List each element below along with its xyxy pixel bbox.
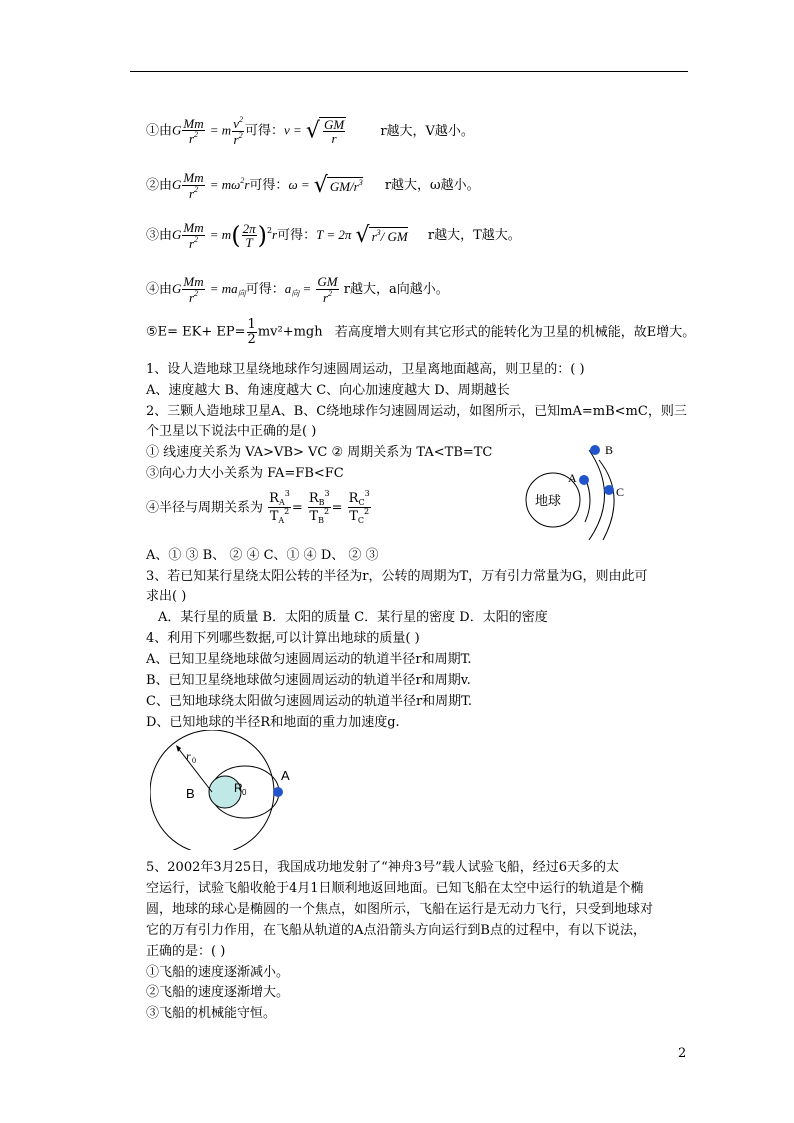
q3-stem-2: 求出( ) — [146, 589, 187, 604]
label-a: A — [568, 471, 577, 485]
elliptical-orbit-diagram — [150, 730, 295, 850]
orbit-c — [599, 460, 614, 540]
formula-5: ⑤E= EK+ EP= $\frac{1}{2}$ mv²+mgh 若高度增大则有其它形式的能转化为卫星的机械能，故E增大。 — [146, 317, 696, 347]
label-R: R — [234, 781, 243, 795]
q2-options: A、① ③ B、 ② ④ C、① ④ D、 ② ③ — [146, 548, 379, 563]
q5-line-3: 圆，地球的球心是椭圆的一个焦点，如图所示，飞船在运行是无动力飞行，只受到地球对 — [146, 902, 654, 917]
satellite-diagram — [515, 440, 635, 550]
q2-stem-1: 2、三颗人造地球卫星A、B、C绕地球作匀速圆周运动，如图所示，已知mA=mB<mC，则三 — [146, 404, 687, 419]
q5-line-5: 正确的是：( ) — [146, 944, 226, 959]
satellite-a — [579, 475, 589, 485]
q1-options: A、速度越大 B、角速度越大 C、向心加速度越大 D、周期越长 — [146, 383, 510, 398]
satellite-b — [590, 445, 600, 455]
q5-line-1: 5、2002年3月25日，我国成功地发射了“神舟3号”载人试验飞船，经过6天多的太 — [146, 860, 620, 875]
earth-label: 地球 — [535, 494, 562, 509]
point-a-dot — [273, 787, 283, 797]
q3-options: A．某行星的质量 B．太阳的质量 C．某行星的密度 D．太阳的密度 — [158, 610, 548, 625]
q2-item-3: ③向心力大小关系为 FA=FB<FC — [146, 466, 344, 481]
label-b: B — [186, 786, 195, 801]
q3-stem-1: 3、若已知某行星绕太阳公转的半径为r，公转的周期为T，万有引力常量为G，则由此可 — [146, 569, 648, 584]
q4-option-b: B、已知卫星绕地球做匀速圆周运动的轨道半径r和周期v. — [146, 673, 471, 688]
q5-statement-1: ①飞船的速度逐渐减小。 — [146, 965, 290, 980]
label-b: B — [605, 443, 614, 457]
q1-stem: 1、设人造地球卫星绕地球作匀速圆周运动，卫星离地面越高，则卫星的：( ) — [146, 362, 585, 377]
q5-line-4: 它的万有引力作用，在飞船从轨道的A点沿箭头方向运行到B点的过程中，有以下说法， — [146, 923, 646, 938]
q5-line-2: 空运行，试验飞船收舱于4月1日顺利地返回地面。已知飞船在太空中运行的轨道是个椭 — [146, 881, 644, 896]
radius-line — [178, 748, 212, 792]
label-c: C — [616, 485, 625, 499]
q5-statement-2: ②飞船的速度逐渐增大。 — [146, 985, 290, 1000]
formula-2: ②由G $\frac{Mm}{r^2}$ = $m\omega^2r$可得：ω = √ $GM/r^3$ r越大，ω越小。 — [146, 170, 480, 201]
formula-4: ④由G $\frac{Mm}{r^2}$ = $ma_向$可得：$a_向$ = $\frac{GM}{r^2}$ r越大，a向越小。 — [146, 274, 449, 305]
satellite-c — [604, 485, 614, 495]
label-r-sub: 0 — [192, 756, 196, 765]
formula-1: ①由G $\frac{Mm}{r^2}$ = m $\frac{v^2}{r^2}$ 可得：v = √ $\frac{GM}{r}$ r越大，V越小。 — [146, 115, 474, 147]
label-r: r — [186, 749, 191, 763]
q4-option-c: C、已知地球绕太阳做匀速圆周运动的轨道半径r和周期T. — [146, 694, 473, 709]
formula-3: ③由G $\frac{Mm}{r^2}$ = m( $\frac{2\pi}{T}$ )$^2$r可得：T = 2π √ $r^3/$ GM r越大，T越大。 — [146, 220, 521, 251]
q5-statement-3: ③飞船的机械能守恒。 — [146, 1006, 277, 1021]
q4-stem: 4、利用下列哪些数据,可以计算出地球的质量( ) — [146, 631, 420, 646]
q2-item-4: ④半径与周期关系为 $\frac{R_A^3}{T_A^2}$ = $\frac{R_B^3}{T_B^2}$ = $\frac{R_C^3}{T_C^2}$ — [146, 489, 370, 526]
q2-item-1: ① 线速度关系为 VA>VB> VC ② 周期关系为 TA<TB=TC — [146, 445, 493, 460]
page-number: 2 — [678, 1046, 687, 1061]
label-R-sub: 0 — [242, 788, 247, 797]
q2-stem-2: 个卫星以下说法中正确的是( ) — [146, 424, 317, 439]
header-rule — [130, 71, 688, 72]
q4-option-a: A、已知卫星绕地球做匀速圆周运动的轨道半径r和周期T. — [146, 652, 472, 667]
q4-option-d: D、已知地球的半径R和地面的重力加速度g. — [146, 715, 400, 730]
label-a: A — [281, 768, 290, 783]
